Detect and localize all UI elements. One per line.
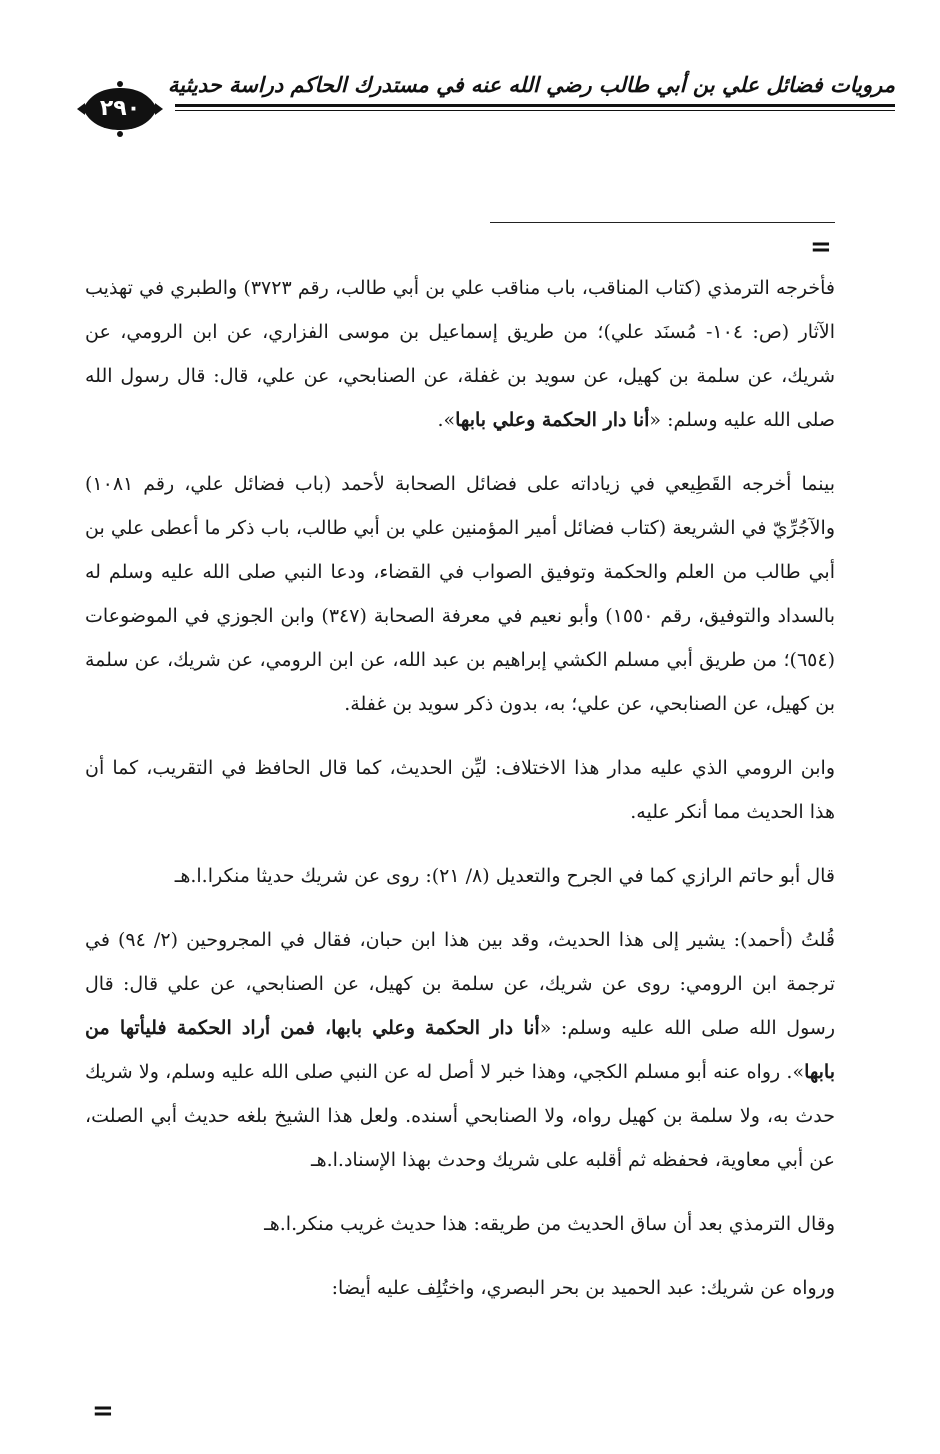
paragraph-tirmidhi-takhrij <box>85 266 835 442</box>
footnote-continuation-mark-top: = <box>810 232 832 262</box>
paragraph-qatii-takhrij: بينما أخرجه القَطِيعي في زياداته على فضائل الصحابة لأحمد (باب فضائل علي، رقم ١٠٨١) والآجُرِّيّ في الشريعة (كتاب فضائل أمير المؤمنين علي بن أبي طالب، باب ذكر ما أعطى علي بن أبي طالب من العلم والحكمة وتوفيق الصواب في القضاء، ودعا النبي صلى الله عليه وسلم له بالسداد والتوفيق، رقم ١٥٥٠) وأبو نعيم في معرفة الصحابة (٣٤٧) وابن الجوزي في الموضوعات (٦٥٤)؛ من طريق أبي مسلم الكشي إبراهيم بن عبد الله، عن ابن الرومي، عن شريك، عن سلمة بن كهيل، عن الصنابحي، عن علي؛ به، بدون ذكر سويد بن غفلة. <box>85 473 835 715</box>
paragraph-text: قُلتُ (أحمد): يشير إلى هذا الحديث، وقد بين هذا ابن حبان، فقال في المجروحين (٢/ ٩٤) في ترجمة ابن الرومي: روى عن شريك، عن سلمة بن كهيل، عن الصنابحي، عن علي قال: قال رسول الله صلى الله عليه وسلم: « <box>85 929 835 1039</box>
page-number-badge <box>75 78 165 140</box>
header-rule <box>175 104 895 107</box>
hadith-quote: أنا دار الحكمة وعلي بابها <box>455 409 650 431</box>
paragraph-text: ». <box>437 409 456 431</box>
running-header-title: مرويات فضائل علي بن أبي طالب رضي الله عنه في مستدرك الحاكم دراسة حديثية <box>167 72 895 97</box>
paragraph-abd-al-hamid: ورواه عن شريك: عبد الحميد بن بحر البصري، واختُلِف عليه أيضا: <box>331 1277 835 1299</box>
hadith-quote: أنا دار الحكمة وعلي بابها، فمن أراد الحكمة فليأتها من بابها <box>85 1017 835 1083</box>
footnote-continuation-mark-bottom: = <box>92 1396 114 1426</box>
paragraph-ibn-hibban <box>85 918 835 1182</box>
paragraph-tirmidhi-verdict: وقال الترمذي بعد أن ساق الحديث من طريقه: هذا حديث غريب منكر.ا.هـ <box>264 1213 835 1235</box>
footnote-text <box>85 266 835 1330</box>
header-rule-thin <box>175 110 895 111</box>
paragraph-ibn-rumi: وابن الرومي الذي عليه مدار هذا الاختلاف: ليِّن الحديث، كما قال الحافظ في التقريب، كما أن هذا الحديث مما أنكر عليه. <box>85 757 835 823</box>
paragraph-abu-hatim: قال أبو حاتم الرازي كما في الجرح والتعديل (٨/ ٢١): روى عن شريك حديثا منكرا.ا.هـ <box>174 865 835 887</box>
paragraph-text: ». رواه عنه أبو مسلم الكجي، وهذا خبر لا أصل له عن النبي صلى الله عليه وسلم، ولا شريك حدث به، ولا سلمة بن كهيل رواه، ولا الصنابحي أسنده. ولعل هذا الشيخ بلغه حديث أبي الصلت، عن أبي معاوية، فحفظه ثم أقلبه على شريك وحدث بهذا الإسناد.ا.هـ <box>85 1061 835 1171</box>
page-number: ٢٩٠ <box>99 96 141 121</box>
footnote-separator <box>490 222 835 223</box>
page-header <box>75 60 895 140</box>
paragraph-text: فأخرجه الترمذي (كتاب المناقب، باب مناقب علي بن أبي طالب، رقم ٣٧٢٣) والطبري في تهذيب الآثار (ص: ١٠٤- مُسنَد علي)؛ من طريق إسماعيل بن موسى الفزاري، عن ابن الرومي، عن شريك، عن سلمة بن كهيل، عن سويد بن غفلة، عن الصنابحي، عن علي، قال: قال رسول الله صلى الله عليه وسلم: « <box>85 277 836 431</box>
